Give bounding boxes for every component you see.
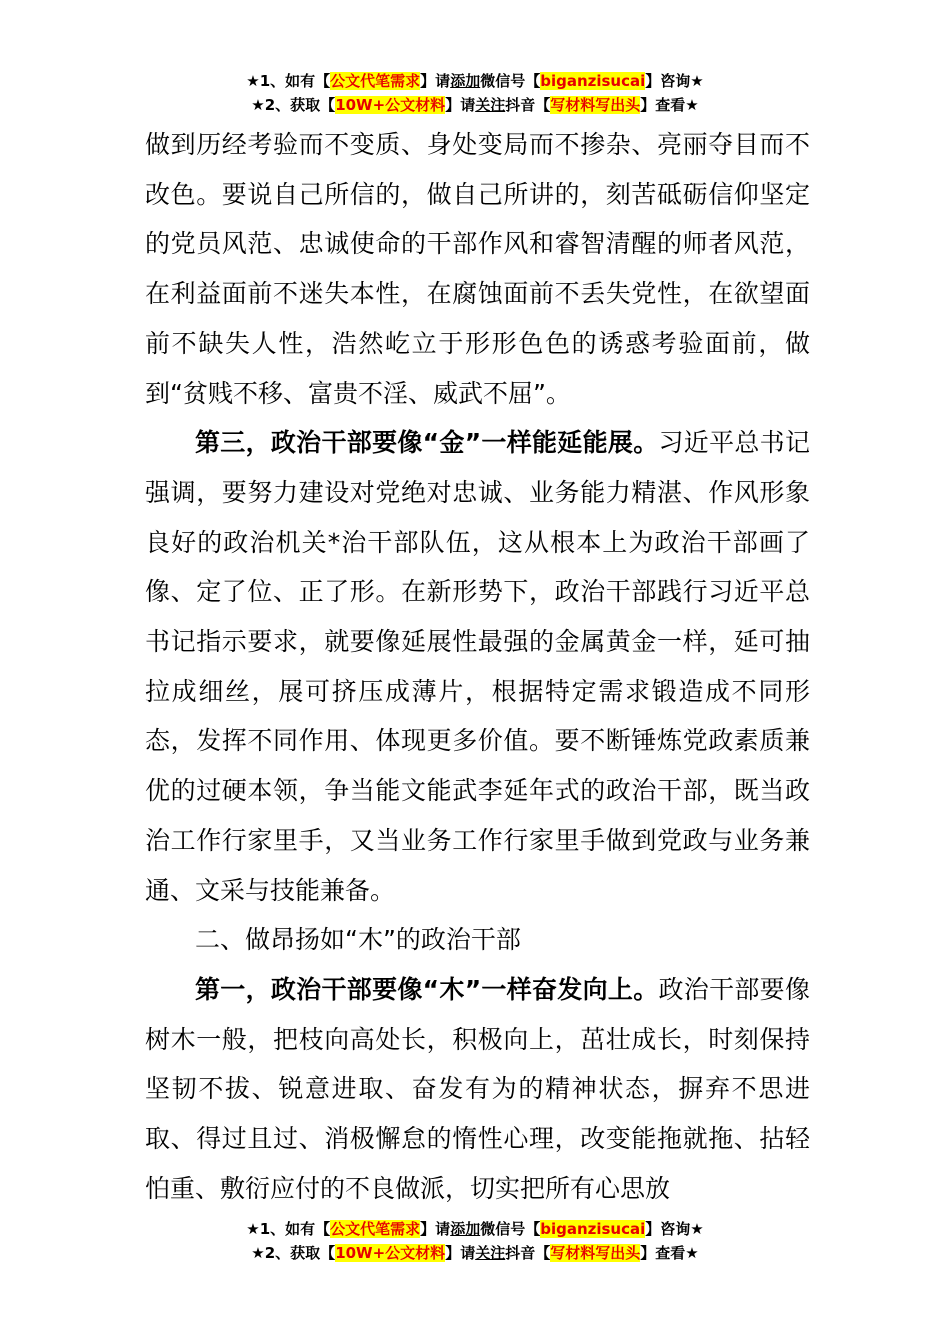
banner-text: 】咨询★	[645, 72, 704, 90]
paragraph-2-lead: 第三，政治干部要像“金”一样能延能展。	[195, 428, 659, 458]
banner-underline: 关注	[475, 1244, 506, 1262]
banner-highlight: 公文代笔需求	[330, 72, 421, 90]
paragraph-2	[145, 418, 810, 915]
banner-text: 抖音【	[505, 1244, 551, 1262]
banner-text: ★2、获取【	[251, 96, 336, 114]
banner-highlight: biganzisucai	[540, 1220, 646, 1238]
banner-highlight: biganzisucai	[540, 72, 646, 90]
paragraph-1: 做到历经考验而不变质、身处变局而不掺杂、亮丽夺目而不改色。要说自己所信的，做自己所讲的，刻苦砥砺信仰坚定的党员风范、忠诚使命的干部作风和睿智清醒的师者风范，在利益面前不迷失本性，在腐蚀面前不丢失党性，在欲望面前不缺失人性，浩然屹立于形形色色的诱惑考验面前，做到“贫贱不移、富贵不淫、威武不屈”。	[145, 130, 810, 408]
banner-highlight: 10W+公文材料	[335, 96, 446, 114]
banner-underline: 添加	[450, 72, 481, 90]
banner-text: 抖音【	[505, 96, 551, 114]
paragraph-3-text: 政治干部要像树木一般，把枝向高处长，积极向上，茁壮成长，时刻保持坚韧不拔、锐意进取、奋发有为的精神状态，摒弃不思进取、得过且过、消极懈怠的惰性心理，改变能拖就拖、拈轻怕重、敷衍应付的不良做派，切实把所有心思放	[145, 974, 810, 1203]
section-heading-2: 二、做昂扬如“木”的政治干部	[195, 925, 521, 955]
document-body	[145, 120, 810, 1213]
banner-line-1	[0, 69, 950, 93]
banner-highlight: 写材料写出头	[550, 96, 641, 114]
paragraph-2-text: 习近平总书记强调，要努力建设对党绝对忠诚、业务能力精湛、作风形象良好的政治机关*治干部队伍，这从根本上为政治干部画了像、定了位、正了形。在新形势下，政治干部践行习近平总书记指示要求，就要像延展性最强的金属黄金一样，延可抽拉成细丝，展可挤压成薄片，根据特定需求锻造成不同形态，发挥不同作用、体现更多价值。要不断锤炼党政素质兼优的过硬本领，争当能文能武李延年式的政治干部，既当政治工作行家里手，又当业务工作行家里手做到党政与业务兼通、文采与技能兼备。	[145, 428, 810, 905]
banner-text: 】请	[445, 96, 476, 114]
banner-text: 】咨询★	[645, 1220, 704, 1238]
banner-text: ★1、如有【	[246, 72, 331, 90]
banner-underline: 添加	[450, 1220, 481, 1238]
banner-text: 】查看★	[640, 96, 699, 114]
header-banner	[0, 69, 950, 117]
paragraph-3	[145, 965, 810, 1214]
banner-text: 】请	[420, 1220, 451, 1238]
banner-text: 】查看★	[640, 1244, 699, 1262]
footer-banner	[0, 1217, 950, 1265]
banner-highlight: 写材料写出头	[550, 1244, 641, 1262]
banner-text: ★2、获取【	[251, 1244, 336, 1262]
banner-underline: 关注	[475, 96, 506, 114]
banner-text: 】请	[420, 72, 451, 90]
paragraph-3-lead: 第一，政治干部要像“木”一样奋发向上。	[195, 974, 659, 1004]
banner-highlight: 公文代笔需求	[330, 1220, 421, 1238]
banner-text: 微信号【	[480, 72, 541, 90]
banner-text: ★1、如有【	[246, 1220, 331, 1238]
banner-line-2	[0, 93, 950, 117]
banner-highlight: 10W+公文材料	[335, 1244, 446, 1262]
banner-line-1	[0, 1217, 950, 1241]
banner-line-2	[0, 1241, 950, 1265]
banner-text: 】请	[445, 1244, 476, 1262]
banner-text: 微信号【	[480, 1220, 541, 1238]
